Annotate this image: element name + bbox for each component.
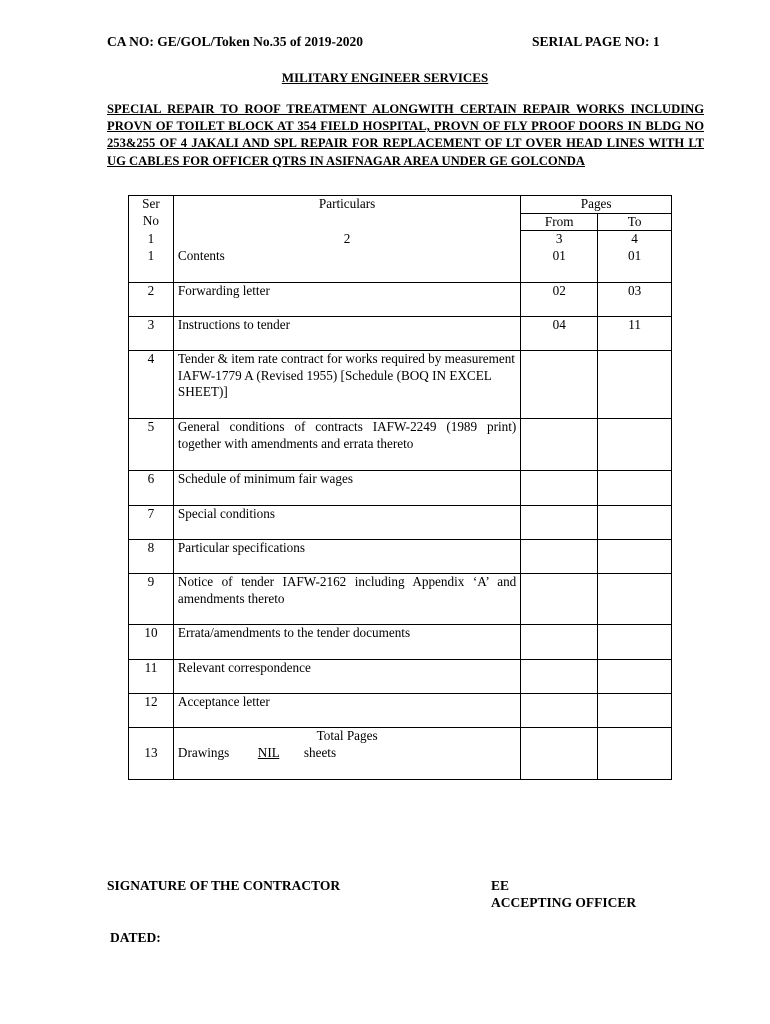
row-particulars: Notice of tender IAFW-2162 including Appendix ‘A’ and amendments thereto <box>173 574 520 625</box>
row-from: 02 <box>521 283 598 317</box>
row-ser: 8 <box>129 540 174 574</box>
table-row <box>129 419 672 471</box>
row-particulars: Contents <box>173 248 520 283</box>
row-particulars: Errata/amendments to the tender documents <box>173 625 520 660</box>
row-ser: 9 <box>129 574 174 625</box>
row-ser: 2 <box>129 283 174 317</box>
row-ser: 12 <box>129 694 174 728</box>
pages-header: Pages <box>521 196 672 214</box>
from-header: From <box>521 213 598 231</box>
row-from <box>521 540 598 574</box>
work-subject: SPECIAL REPAIR TO ROOF TREATMENT ALONGWITH CERTAIN REPAIR WORKS INCLUDING PROVN OF TOILET BLOCK AT 354 FIELD HOSPITAL, PROVN OF FLY PROOF DOORS IN BLDG NO 253&255 OF 4 JAKALI AND SPL REPAIR FOR REPLACEMENT OF LT OVER HEAD LINES WITH LT UG CABLES FOR OFFICER QTRS IN ASIFNAGAR AREA UNDER GE GOLCONDA <box>107 102 704 168</box>
row-to: 11 <box>598 317 672 351</box>
row-from <box>521 351 598 419</box>
row-ser: 6 <box>129 471 174 506</box>
row-from <box>521 574 598 625</box>
to-header: To <box>598 213 672 231</box>
contractor-signature-label: SIGNATURE OF THE CONTRACTOR <box>107 878 341 893</box>
row-particulars: Relevant correspondence <box>173 660 520 694</box>
row-to: 01 <box>598 248 672 283</box>
row-ser: 1 <box>129 248 174 283</box>
serial-page-number: SERIAL PAGE NO: 1 <box>532 34 660 49</box>
row-particulars: Forwarding letter <box>173 283 520 317</box>
row-from: 01 <box>521 248 598 283</box>
document-title: MILITARY ENGINEER SERVICES <box>281 70 489 85</box>
accepting-officer-label: ACCEPTING OFFICER <box>491 895 637 910</box>
ee-label: EE <box>491 878 510 893</box>
row-from <box>521 660 598 694</box>
ca-number: CA NO: GE/GOL/Token No.35 of 2019-2020 <box>107 34 364 49</box>
row-from <box>521 506 598 540</box>
row-ser: 7 <box>129 506 174 540</box>
row-particulars: General conditions of contracts IAFW-2249 (1989 print) together with amendments and errata thereto <box>173 419 520 471</box>
sheets-label: sheets <box>303 744 337 760</box>
row-from <box>521 625 598 660</box>
row-particulars <box>173 728 520 780</box>
total-pages-label: Total Pages <box>316 728 378 743</box>
ser-no-header <box>129 196 174 231</box>
row-ser: 4 <box>129 351 174 419</box>
row-ser: 11 <box>129 660 174 694</box>
no-header-label: No <box>142 212 160 228</box>
row-ser: 3 <box>129 317 174 351</box>
ser-header-label: Ser <box>142 196 160 211</box>
table-row <box>129 694 672 728</box>
drawings-count: NIL <box>257 744 280 760</box>
col-number-2: 2 <box>173 231 520 248</box>
drawings-line <box>178 745 516 762</box>
row-from: 04 <box>521 317 598 351</box>
column-number-row <box>129 231 672 248</box>
dated-label: DATED: <box>110 930 161 945</box>
table-row <box>129 471 672 506</box>
table-row <box>129 283 672 317</box>
row-particulars: Tender & item rate contract for works required by measurement IAFW-1779 A (Revised 1955) [Schedule (BOQ IN EXCEL SHEET)] <box>173 351 520 419</box>
table-row <box>129 248 672 283</box>
row-to <box>598 660 672 694</box>
row-particulars: Special conditions <box>173 506 520 540</box>
table-row <box>129 574 672 625</box>
row-particulars: Particular specifications <box>173 540 520 574</box>
row-from <box>521 419 598 471</box>
row-to <box>598 694 672 728</box>
row-to <box>598 419 672 471</box>
row-particulars: Schedule of minimum fair wages <box>173 471 520 506</box>
row-to <box>598 625 672 660</box>
col-number-1: 1 <box>129 231 174 248</box>
row-from <box>521 471 598 506</box>
col-number-3: 3 <box>521 231 598 248</box>
row-to <box>598 471 672 506</box>
table-row <box>129 625 672 660</box>
row-ser: 10 <box>129 625 174 660</box>
table-row-drawings <box>129 728 672 780</box>
index-table <box>128 195 672 780</box>
row-to: 03 <box>598 283 672 317</box>
table-row <box>129 540 672 574</box>
table-row <box>129 351 672 419</box>
drawings-label: Drawings <box>177 744 230 760</box>
row-particulars: Acceptance letter <box>173 694 520 728</box>
row-to <box>598 574 672 625</box>
table-row <box>129 660 672 694</box>
row-ser: 13 <box>129 728 174 780</box>
row-to <box>598 540 672 574</box>
row-to <box>598 728 672 780</box>
row-from <box>521 728 598 780</box>
row-particulars: Instructions to tender <box>173 317 520 351</box>
row-to <box>598 506 672 540</box>
particulars-header: Particulars <box>173 196 520 231</box>
table-header-row <box>129 196 672 214</box>
row-to <box>598 351 672 419</box>
table-row <box>129 506 672 540</box>
col-number-4: 4 <box>598 231 672 248</box>
row-from <box>521 694 598 728</box>
row-ser: 5 <box>129 419 174 471</box>
table-row <box>129 317 672 351</box>
